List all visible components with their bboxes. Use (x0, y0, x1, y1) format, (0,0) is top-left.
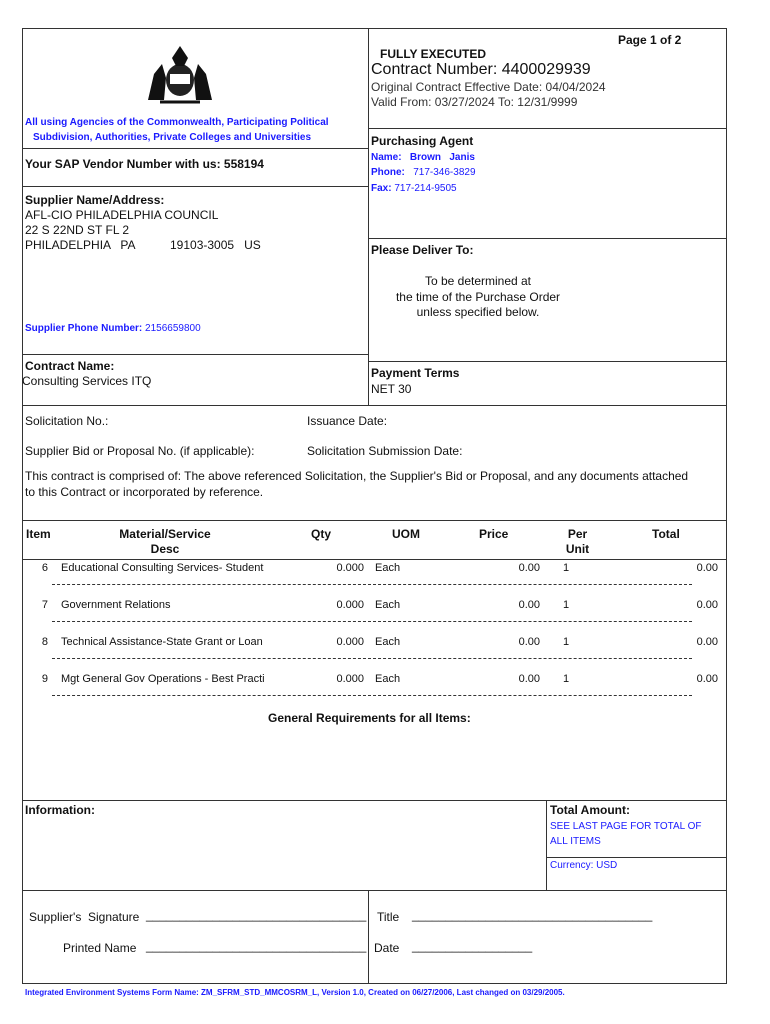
contract-name: Consulting Services ITQ (22, 374, 152, 388)
supplier-label: Supplier Name/Address: (25, 193, 165, 207)
divider (546, 800, 547, 890)
supplier-city: PHILADELPHIA PA (25, 238, 136, 252)
submission-date: Solicitation Submission Date: (307, 444, 463, 458)
divider (22, 148, 368, 149)
issuance-date: Issuance Date: (307, 414, 388, 428)
printed-name-field[interactable]: _________________________________ (146, 939, 367, 953)
bid-no: Supplier Bid or Proposal No. (if applicable): (25, 444, 255, 458)
supplier-zip: 19103-3005 US (170, 238, 261, 252)
deliver-text: the time of the Purchase Order (395, 290, 561, 304)
cell-per: 1 (563, 562, 570, 574)
status-label: FULLY EXECUTED (380, 47, 487, 61)
row-separator (52, 658, 692, 659)
cell-price: 0.00 (518, 562, 540, 574)
agencies-text: Subdivision, Authorities, Private Colleges and Universities (33, 132, 312, 143)
currency: Currency: USD (550, 860, 618, 871)
divider (368, 361, 727, 362)
effective-date: Original Contract Effective Date: 04/04/2024 (371, 80, 606, 94)
cell-item: 8 (41, 636, 48, 648)
divider (22, 800, 727, 801)
cell-uom: Each (375, 562, 401, 574)
col-total: Total (652, 527, 680, 541)
divider (368, 28, 369, 406)
signature-label: Supplier's Signature (29, 910, 140, 924)
divider (22, 186, 368, 187)
divider (22, 405, 727, 406)
supplier-phone-label: Supplier Phone Number: (25, 323, 143, 334)
general-requirements: General Requirements for all Items: (268, 711, 471, 725)
cell-per: 1 (563, 636, 570, 648)
cell-uom: Each (375, 636, 401, 648)
divider (368, 890, 369, 983)
cell-desc: Government Relations (61, 599, 171, 611)
divider (22, 28, 23, 983)
cell-per: 1 (563, 599, 570, 611)
valid-dates: Valid From: 03/27/2024 To: 12/31/9999 (371, 95, 578, 109)
cell-desc: Educational Consulting Services- Student (61, 562, 264, 574)
cell-qty: 0.000 (336, 562, 364, 574)
printed-name-label: Printed Name (63, 941, 137, 955)
divider (22, 983, 727, 984)
agent-phone-label: Phone: (371, 167, 405, 178)
col-price: Price (479, 527, 509, 541)
title-field[interactable]: ____________________________________ (412, 908, 653, 922)
total-amount-label: Total Amount: (550, 803, 630, 817)
divider (368, 238, 727, 239)
comprised-text: to this Contract or incorporated by reference. (25, 485, 264, 499)
vendor-number: Your SAP Vendor Number with us: 558194 (25, 157, 264, 171)
contract-number: Contract Number: 4400029939 (371, 61, 591, 78)
divider (22, 890, 727, 891)
state-seal-icon (140, 44, 220, 104)
form-footer: Integrated Environment Systems Form Name: ZM_SFRM_STD_MMCOSRM_L, Version 1.0, Created on 06/27/2006, Last changed on 03/29/2005. (25, 988, 565, 997)
divider (22, 559, 727, 560)
deliver-text: To be determined at (424, 274, 532, 288)
cell-price: 0.00 (518, 599, 540, 611)
cell-qty: 0.000 (336, 673, 364, 685)
deliver-label: Please Deliver To: (371, 243, 474, 257)
row-separator (52, 695, 692, 696)
divider (368, 128, 727, 129)
total-note: SEE LAST PAGE FOR TOTAL OF (550, 821, 702, 832)
deliver-text: unless specified below. (416, 305, 540, 319)
date-field[interactable]: __________________ (412, 939, 533, 953)
col-desc: Material/Service (119, 527, 211, 541)
divider (546, 857, 727, 858)
supplier-phone: 2156659800 (145, 323, 201, 334)
cell-total: 0.00 (696, 599, 718, 611)
agent-fax-label: Fax: (371, 183, 392, 194)
col-per: Unit (565, 542, 590, 556)
row-separator (52, 584, 692, 585)
divider (726, 28, 727, 983)
divider (22, 354, 368, 355)
col-qty: Qty (311, 527, 332, 541)
contract-name-label: Contract Name: (25, 359, 115, 373)
cell-qty: 0.000 (336, 599, 364, 611)
col-item: Item (26, 527, 51, 541)
divider (22, 520, 727, 521)
agencies-text: All using Agencies of the Commonwealth, Participating Political (25, 117, 329, 128)
cell-total: 0.00 (696, 636, 718, 648)
cell-desc: Technical Assistance-State Grant or Loan (61, 636, 263, 648)
row-separator (52, 621, 692, 622)
title-label: Title (377, 910, 400, 924)
information-label: Information: (25, 803, 95, 817)
page-indicator: Page 1 of 2 (618, 33, 682, 47)
col-desc: Desc (150, 542, 180, 556)
cell-price: 0.00 (518, 673, 540, 685)
payment-terms-label: Payment Terms (371, 366, 460, 380)
cell-item: 7 (41, 599, 48, 611)
cell-uom: Each (375, 599, 401, 611)
divider (22, 28, 727, 29)
col-per: Per (567, 527, 588, 541)
cell-qty: 0.000 (336, 636, 364, 648)
agent-fax: 717-214-9505 (394, 183, 457, 194)
total-note: ALL ITEMS (550, 836, 601, 847)
comprised-text: This contract is comprised of: The above referenced Solicitation, the Supplier's Bid or Proposal, and any documents attached (25, 469, 689, 483)
agent-phone: 717-346-3829 (413, 167, 476, 178)
agent-name: Brown Janis (409, 152, 475, 163)
supplier-street: 22 S 22ND ST FL 2 (25, 223, 130, 237)
agent-name-label: Name: (371, 152, 402, 163)
cell-item: 6 (41, 562, 48, 574)
date-label: Date (374, 941, 400, 955)
solicitation-no: Solicitation No.: (25, 414, 109, 428)
cell-total: 0.00 (696, 562, 718, 574)
signature-field[interactable]: _________________________________ (146, 908, 367, 922)
cell-item: 9 (41, 673, 48, 685)
cell-per: 1 (563, 673, 570, 685)
cell-price: 0.00 (518, 636, 540, 648)
supplier-name: AFL-CIO PHILADELPHIA COUNCIL (25, 208, 219, 222)
cell-uom: Each (375, 673, 401, 685)
purchasing-agent-label: Purchasing Agent (371, 134, 474, 148)
col-uom: UOM (392, 527, 420, 541)
cell-total: 0.00 (696, 673, 718, 685)
payment-terms: NET 30 (371, 382, 412, 396)
cell-desc: Mgt General Gov Operations - Best Practi (61, 673, 265, 685)
